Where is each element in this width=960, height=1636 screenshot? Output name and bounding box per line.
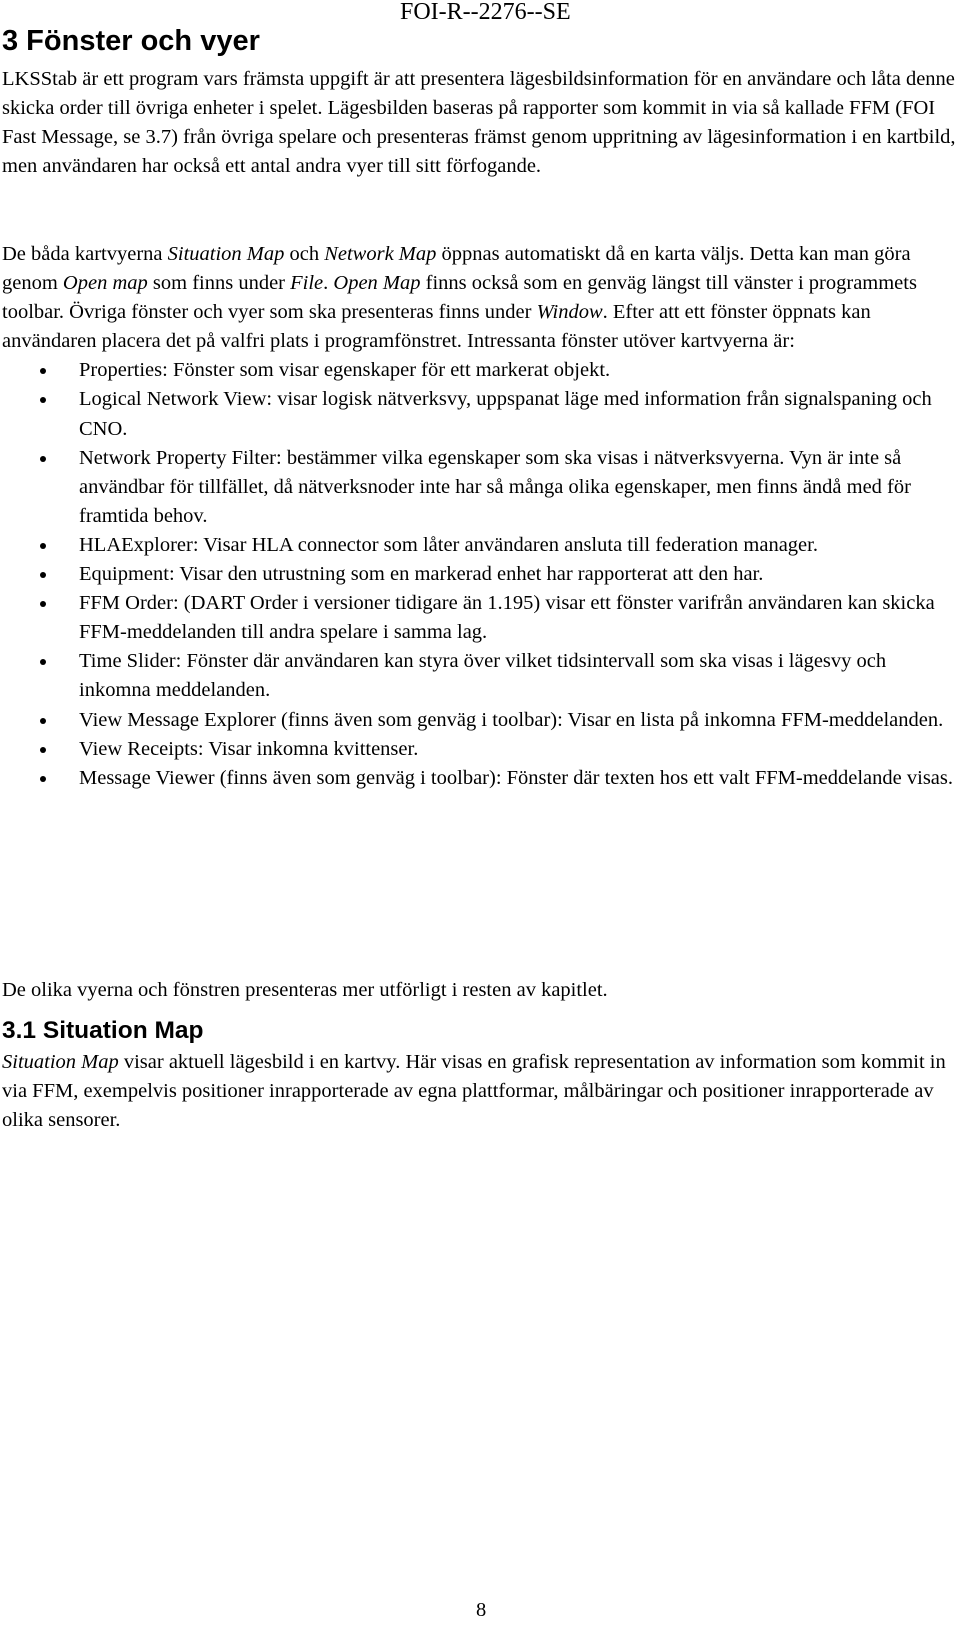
intro-text: LKSStab är ett program vars främsta uppgift är att presentera lägesbildsinformation för en användare och låta denne skicka order till övriga enheter i spelet. Lägesbilden baseras på rapporter som kommit in via så kallade FFM (FOI Fast Message, se 3.7) från övriga spelare och presenteras främst genom uppritning av lägesinformation i en kartbild, men användaren har också ett antal andra vyer till sitt förfogande. [2,68,956,178]
section-text [2,1048,957,1135]
window-menu-term: Window [536,301,603,324]
maps-text [2,240,957,356]
open-map-shortcut-term: Open Map [333,272,421,295]
maps-text-part-5: . [323,272,334,295]
list-item-text: HLAExplorer: Visar HLA connector som låter användaren ansluta till federation manager. [79,533,818,556]
maps-text-part-1: De båda kartvyerna [2,243,168,265]
list-item [2,735,957,764]
situation-map-lead-term: Situation Map [2,1051,119,1073]
list-item [2,444,957,531]
bullet-icon [40,601,46,607]
list-item-text: View Receipts: Visar inkomna kvittenser. [79,737,419,760]
bullet-icon [40,572,46,578]
page-number: 8 [476,1599,487,1621]
maps-text-part-2: och [284,243,325,265]
bullet-icon [40,776,46,782]
list-item [2,706,957,735]
maps-text-part-6: finns också som en genväg längst till vänster i programmets toolbar. Övriga fönster och vyer som ska presenteras finns under [2,272,917,324]
section-title: 3.1 Situation Map [2,1017,204,1044]
closing-text: De olika vyerna och fönstren presenteras mer utförligt i resten av kapitlet. [2,979,608,1001]
open-map-term: Open map [62,272,148,295]
list-item-text: FFM Order: (DART Order i versioner tidigare än 1.195) visar ett fönster varifrån användaren kan skicka FFM-meddelanden till andra spelare i samma lag. [79,592,935,644]
list-item [2,531,957,560]
list-item [2,764,957,793]
bullet-icon [40,747,46,753]
maps-text-part-4: som finns under [147,272,291,295]
list-item-text: View Message Explorer (finns även som genväg i toolbar): Visar en lista på inkomna FFM-meddelanden. [79,708,944,731]
list-item-text: Time Slider: Fönster där användaren kan styra över vilket tidsintervall som ska visas i lägesvy och inkomna meddelanden. [79,650,887,702]
bullet-icon [40,397,46,403]
file-menu-term: File [290,272,324,295]
bullet-icon [40,718,46,724]
section-body-text: visar aktuell lägesbild i en kartvy. Här visas en grafisk representation av information som kommit in via FFM, exempelvis positioner inrapporterade av egna plattformar, målbäringar och positioner inrapporterade av olika sensorer. [2,1051,946,1132]
maps-text-part-7: . Efter att ett fönster öppnats kan användaren placera det på valfri plats i programfönstret. Intressanta fönster utöver kartvyerna är: [2,301,871,353]
maps-text-part-3: öppnas automatiskt då en karta väljs. Detta kan man göra genom [2,243,911,295]
list-item [2,356,957,385]
windows-bullet-list [2,356,957,792]
maps-paragraph [2,240,957,793]
bullet-icon [40,543,46,549]
list-item-text: Logical Network View: visar logisk nätverksvy, uppspanat läge med information från signalspaning och CNO. [79,388,932,440]
section-paragraph [2,1048,957,1135]
document-id: FOI-R--2276--SE [400,0,571,25]
bullet-icon [40,456,46,462]
list-item [2,385,957,443]
list-item-text: Equipment: Visar den utrustning som en markerad enhet har rapporterat att den har. [79,563,764,586]
list-item [2,647,957,705]
bullet-icon [40,368,46,374]
list-item-text: Network Property Filter: bestämmer vilka egenskaper som ska visas i nätverksvyerna. Vyn är inte så användbar för tillfället, då nätverksnoder inte har så många olika egenskaper, men finns ändå med för framtida behov. [79,446,911,527]
list-item [2,560,957,589]
network-map-term: Network Map [324,243,437,265]
closing-paragraph [2,976,957,1005]
list-item-text: Message Viewer (finns även som genväg i toolbar): Fönster där texten hos ett valt FFM-meddelande visas. [79,766,954,789]
chapter-title: 3 Fönster och vyer [2,25,260,57]
bullet-icon [40,659,46,665]
intro-paragraph [2,65,957,181]
list-item [2,589,957,647]
situation-map-term: Situation Map [167,243,285,265]
list-item-text: Properties: Fönster som visar egenskaper för ett markerat objekt. [79,359,611,382]
